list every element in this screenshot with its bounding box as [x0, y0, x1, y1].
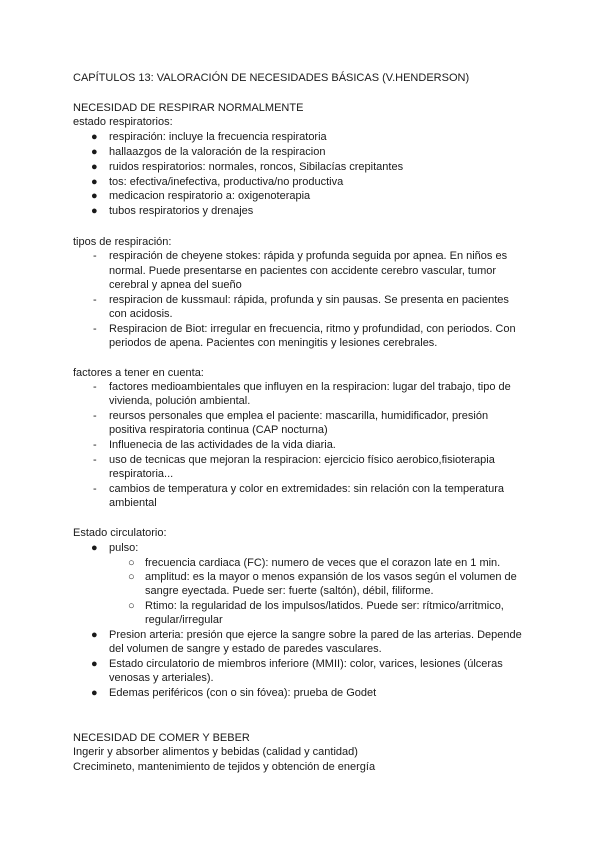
- list-item-line: respiración de cheyene stokes: rápida y profunda seguida por apnea. En niños es: [109, 250, 508, 262]
- estado-respiratorio-label: estado respiratorios:: [73, 116, 173, 128]
- list-item: tubos respiratorios y drenajes: [109, 205, 254, 217]
- list-item: hallaazgos de la valoración de la respiracion: [109, 146, 326, 158]
- list-item-line: cerebral y apnea del sueño: [109, 279, 242, 291]
- dash-marker: -: [93, 250, 97, 262]
- dash-marker: -: [93, 454, 97, 466]
- list-item-line: Estado circulatorio de miembros inferiore (MMII): color, varices, lesiones (úlceras: [109, 658, 503, 670]
- list-item-line: factores medioambientales que influyen en la respiracion: lugar del trabajo, tipo de: [109, 381, 511, 393]
- dash-marker: -: [93, 410, 97, 422]
- list-item-line: Influenecia de las actividades de la vida diaria.: [109, 439, 336, 451]
- dash-marker: -: [93, 294, 97, 306]
- bullet-icon: ●: [91, 658, 98, 670]
- circle-bullet-icon: ○: [128, 600, 135, 612]
- list-item-line: positiva respiratoria continua (CAP nocturna): [109, 424, 328, 436]
- list-item: ruidos respiratorios: normales, roncos, Sibilacías crepitantes: [109, 161, 404, 173]
- list-item-line: Presion arteria: presión que ejerce la sangre sobre la pared de las arterias. Depende: [109, 629, 522, 641]
- pulso-label: pulso:: [109, 542, 139, 554]
- list-item: medicacion respiratorio a: oxigenoterapia: [109, 190, 311, 202]
- list-item-line: Respiracion de Biot: irregular en frecuencia, ritmo y profundidad, con periodos. Con: [109, 323, 516, 335]
- bullet-icon: ●: [91, 629, 98, 641]
- bullet-icon: ●: [91, 161, 98, 173]
- bullet-icon: ●: [91, 131, 98, 143]
- list-item-line: periodos de apena. Pacientes con meningitis y lesiones cerebrales.: [109, 337, 438, 349]
- list-item-line: ambiental: [109, 497, 157, 509]
- list-item-line: con acidosis.: [109, 308, 173, 320]
- list-item-line: cambios de temperatura y color en extremidades: sin relación con la temperatura: [109, 483, 504, 495]
- tipos-respiracion-label: tipos de respiración:: [73, 236, 172, 248]
- list-item-line: frecuencia cardiaca (FC): numero de veces que el corazon late en 1 min.: [145, 557, 501, 569]
- factores-label: factores a tener en cuenta:: [73, 367, 204, 379]
- list-item-line: vivienda, polución ambiental.: [109, 395, 251, 407]
- document-title: CAPÍTULOS 13: VALORACIÓN DE NECESIDADES BÁSICAS (V.HENDERSON): [73, 72, 470, 84]
- list-item: respiración: incluye la frecuencia respiratoria: [109, 131, 327, 143]
- list-item-line: respiracion de kussmaul: rápida, profunda y sin pausas. Se presenta en pacientes: [109, 294, 509, 306]
- paragraph-line: Crecimineto, mantenimiento de tejidos y obtención de energía: [73, 761, 376, 773]
- dash-marker: -: [93, 439, 97, 451]
- bullet-icon: ●: [91, 146, 98, 158]
- section-heading-respirar: NECESIDAD DE RESPIRAR NORMALMENTE: [73, 102, 304, 114]
- dash-marker: -: [93, 323, 97, 335]
- bullet-icon: ●: [91, 205, 98, 217]
- list-item-line: del volumen de sangre y estado de paredes vasculares.: [109, 643, 382, 655]
- list-item-line: normal. Puede presentarse en pacientes con accidente cerebro vascular, tumor: [109, 265, 497, 277]
- list-item-line: Rtimo: la regularidad de los impulsos/latidos. Puede ser: rítmico/arritmico,: [145, 600, 504, 612]
- list-item-line: reursos personales que emplea el paciente: mascarilla, humidificador, presión: [109, 410, 489, 422]
- list-item-line: respiratoria...: [109, 468, 174, 480]
- list-item-line: sangre eyectada. Puede ser: fuerte (saltón), débil, filiforme.: [145, 585, 434, 597]
- section-heading-comer: NECESIDAD DE COMER Y BEBER: [73, 732, 250, 744]
- bullet-icon: ●: [91, 687, 98, 699]
- bullet-icon: ●: [91, 542, 98, 554]
- list-item-line: regular/irregular: [145, 614, 223, 626]
- bullet-icon: ●: [91, 190, 98, 202]
- estado-circulatorio-label: Estado circulatorio:: [73, 527, 167, 539]
- circle-bullet-icon: ○: [128, 571, 135, 583]
- list-item-line: amplitud: es la mayor o menos expansión de los vasos según el volumen de: [145, 571, 517, 583]
- list-item-line: Edemas periféricos (con o sin fóvea): prueba de Godet: [109, 687, 377, 699]
- bullet-icon: ●: [91, 176, 98, 188]
- list-item-line: venosas y arteriales).: [109, 672, 214, 684]
- dash-marker: -: [93, 381, 97, 393]
- paragraph-line: Ingerir y absorber alimentos y bebidas (calidad y cantidad): [73, 746, 358, 758]
- dash-marker: -: [93, 483, 97, 495]
- list-item-line: uso de tecnicas que mejoran la respiracion: ejercicio físico aerobico,fisioterapia: [109, 454, 495, 466]
- circle-bullet-icon: ○: [128, 557, 135, 569]
- list-item: tos: efectiva/inefectiva, productiva/no productiva: [109, 176, 344, 188]
